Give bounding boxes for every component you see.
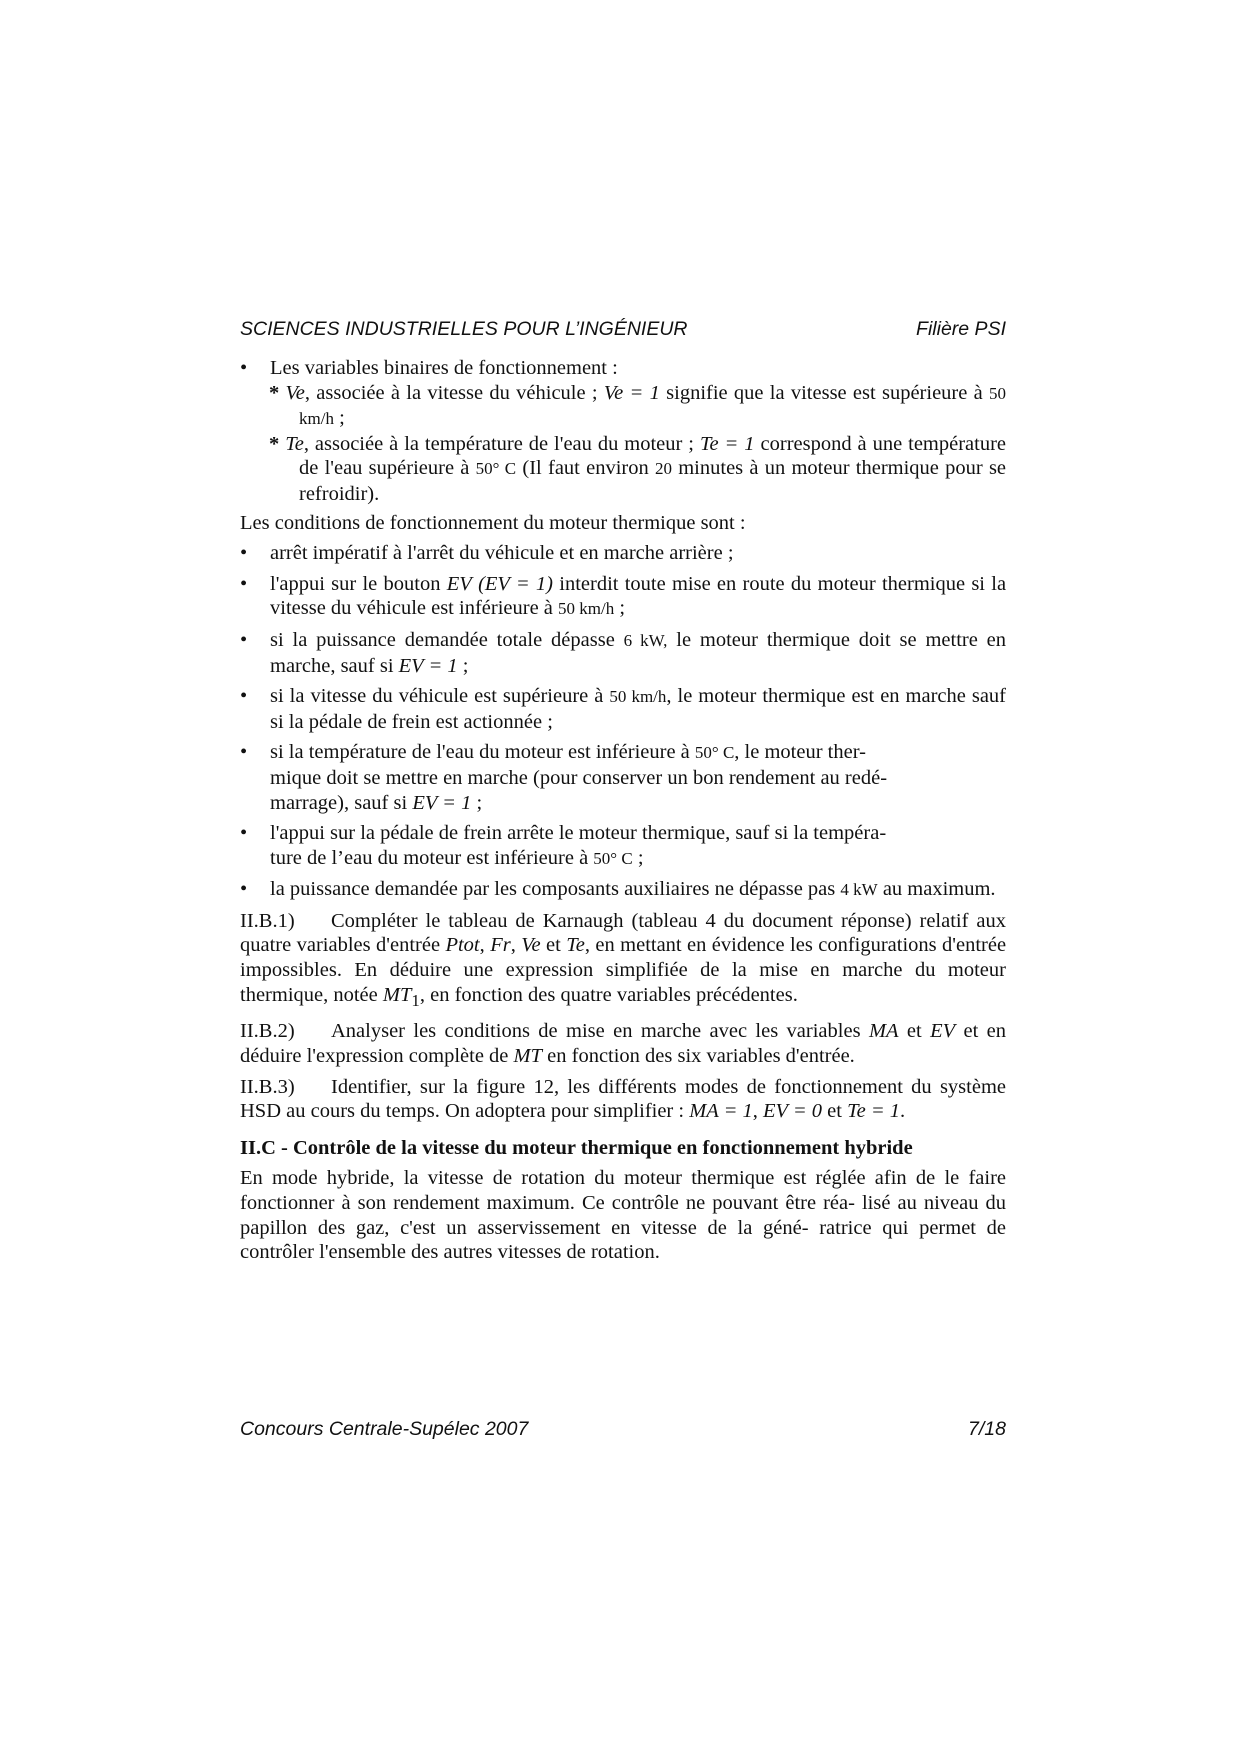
list-item: • la puissance demandée par les composants auxiliaires ne dépasse pas 4 kW au maximum.: [240, 877, 1006, 903]
question-ii-b-2: II.B.2) Analyser les conditions de mise en marche avec les variables MA et EV et en déduire l'expression complète de MT en fonction des six variables d'entrée.: [240, 1020, 1007, 1067]
question-ii-b-1: II.B.1) Compléter le tableau de Karnaugh (tableau 4 du document réponse) relatif aux quatre variables d'entrée Ptot, Fr, Ve et Te, en mettant en évidence les configurations d'entrée impossibles. En déduire une expression simplifiée de la mise en marche du moteur thermique, notée $MT_1$, en fonction des quatre variables précédentes.: [240, 909, 1007, 1010]
variable-ve-description: * Ve, associée à la vitesse du véhicule ; Ve = 1 signifie que la vitesse est supérieure à 50 km/h ;: [269, 381, 1007, 430]
page-header: [240, 316, 1006, 342]
list-item: [240, 356, 1006, 381]
variable-te-description: * Te, associée à la température de l'eau du moteur ; Te = 1 correspond à une température de l'eau supérieure à 50° C (Il faut environ 20 minutes à un moteur thermique pour se refroidir).: [269, 432, 1007, 505]
page-footer: [240, 1416, 1006, 1442]
list-item: • si la température de l'eau du moteur est inférieure à 50° C, le moteur ther- mique doit se mettre en marche (pour conserver un bon rendement au redé- marrage), sauf si EV = 1 ;: [240, 740, 1006, 815]
header-subject: SCIENCES INDUSTRIELLES POUR L’INGÉNIEUR: [240, 318, 688, 340]
list-item: • si la vitesse du véhicule est supérieure à 50 km/h, le moteur thermique est en marche sauf si la pédale de frein est actionnée ;: [240, 684, 1006, 734]
page-content: [240, 356, 1006, 1265]
list-item: • arrêt impératif à l'arrêt du véhicule et en marche arrière ;: [240, 541, 1006, 566]
list-item: • l'appui sur la pédale de frein arrête le moteur thermique, sauf si la tempéra- ture de l’eau du moteur est inférieure à 50° C ;: [240, 821, 1006, 871]
section-paragraph: En mode hybride, la vitesse de rotation du moteur thermique est réglée afin de le faire fonctionner à son rendement maximum. Ce contrôle ne pouvant être réa- lisé au niveau du papillon des gaz, c'est un asservissement en vitesse de la géné- ratrice qui permet de contrôler l'ensemble des autres vitesses de rotation.: [240, 1167, 1007, 1264]
footer-exam-name: Concours Centrale-Supélec 2007: [240, 1418, 529, 1440]
list-item: • si la puissance demandée totale dépasse 6 kW, le moteur thermique doit se mettre en marche, sauf si EV = 1 ;: [240, 628, 1006, 678]
document-page: [240, 0, 1006, 1754]
conditions-intro: Les conditions de fonctionnement du moteur thermique sont :: [240, 511, 746, 534]
list-item: • l'appui sur le bouton EV (EV = 1) interdit toute mise en route du moteur thermique si la vitesse du véhicule est inférieure à 50 km/h ;: [240, 572, 1006, 622]
section-title: II.C - Contrôle de la vitesse du moteur thermique en fonctionnement hybride: [240, 1136, 913, 1159]
binary-variables-intro: Les variables binaires de fonctionnement :: [270, 357, 618, 379]
page-number: 7/18: [968, 1418, 1006, 1440]
header-track: Filière PSI: [916, 318, 1006, 340]
question-ii-b-3: II.B.3) Identifier, sur la figure 12, les différents modes de fonctionnement du système HSD au cours du temps. On adoptera pour simplifier : MA = 1, EV = 0 et Te = 1.: [240, 1075, 1006, 1123]
